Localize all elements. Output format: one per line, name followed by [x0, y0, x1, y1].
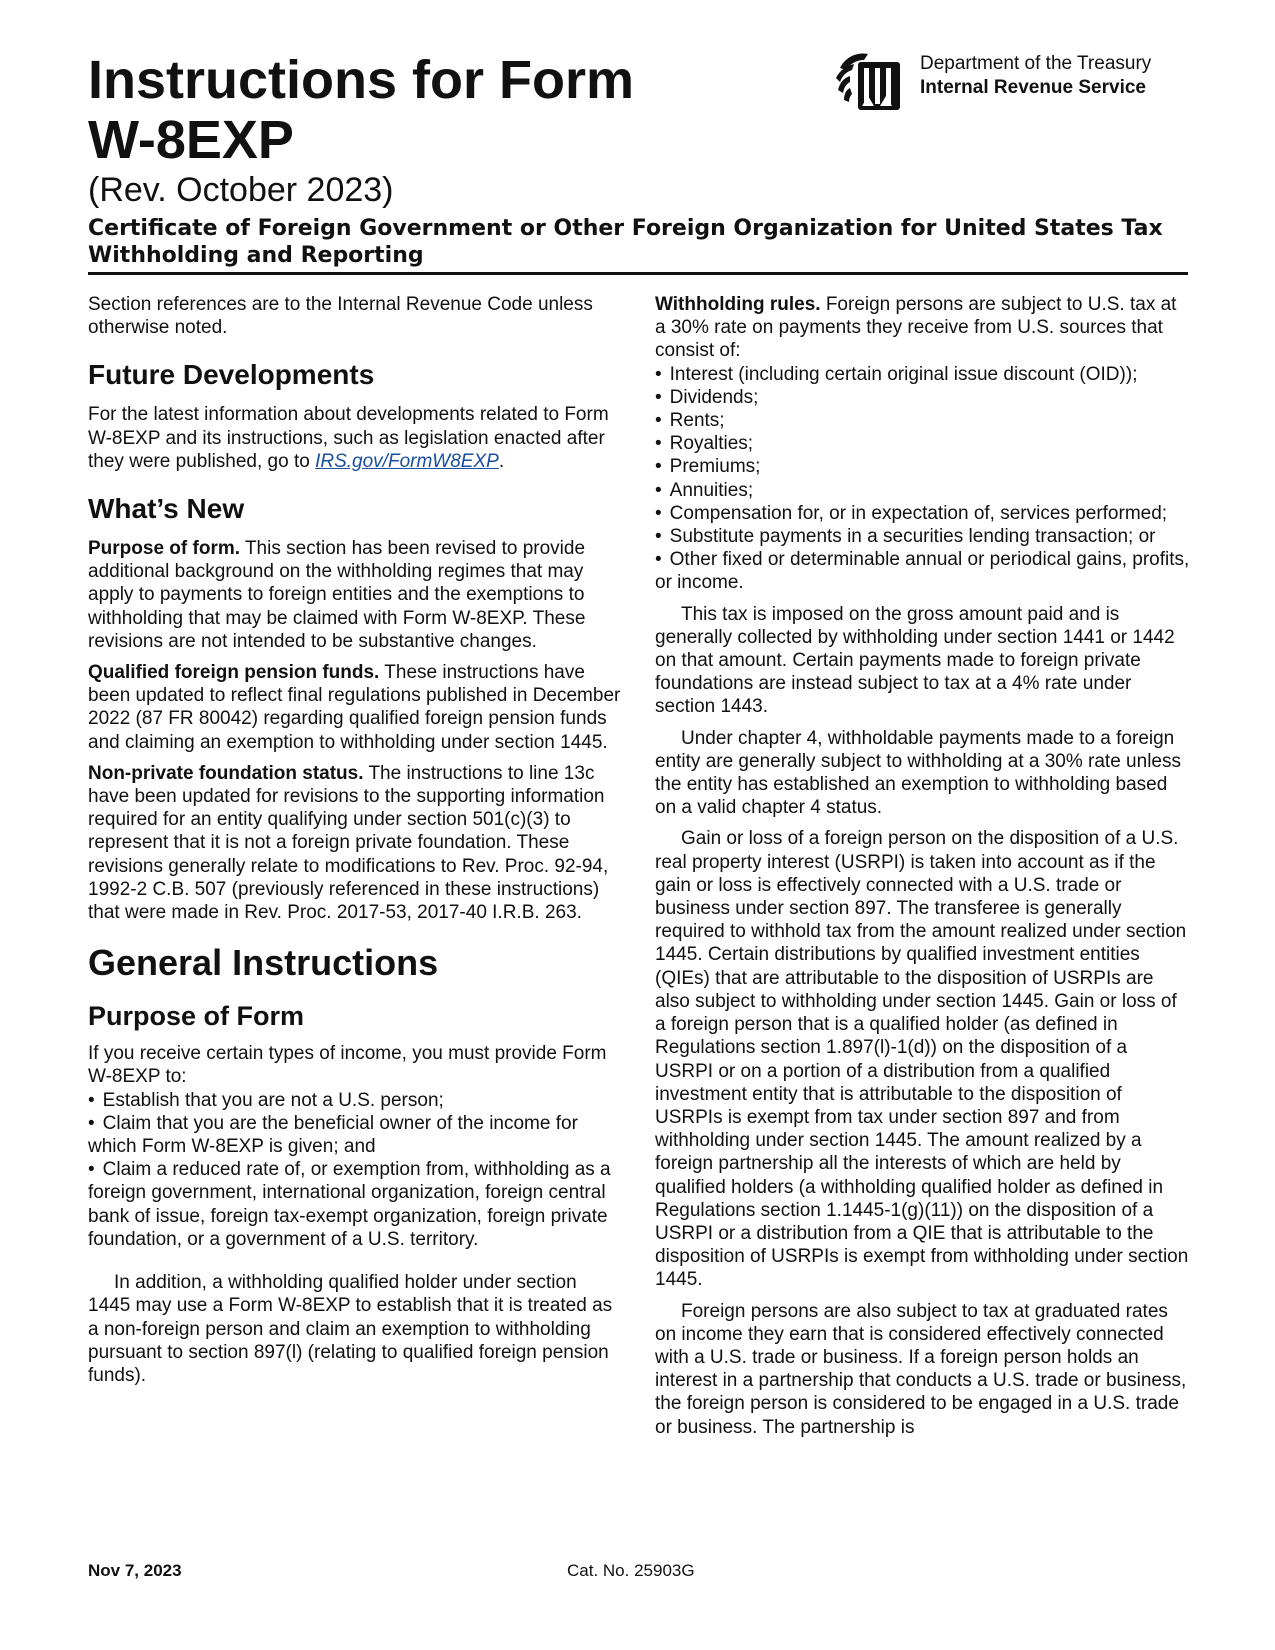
whats-new-item-text: These instructions have been updated to reflect final regulations published in December 2022 (87 FR 80042) regarding qualified foreign pension funds and claiming an exemption to withholding under section 1445. [88, 662, 621, 753]
irs-eagle-logo-icon [832, 48, 910, 114]
catalog-number: Cat. No. 25903G [567, 1561, 695, 1580]
withholding-qualified-holder-text: In addition, a withholding qualified holder under section 1445 may use a Form W-8EXP to establish that it is treated as a non-foreign person and claim an exemption to withholding pursuant to section 897(l) (relating to qualified foreign pension funds). [88, 1272, 613, 1386]
body-paragraph: Foreign persons are also subject to tax at graduated rates on income they earn that is considered effectively connected with a U.S. trade or business. If a foreign person holds an interest in a partnership that conducts a U.S. trade or business, the foreign person is considered to be engaged in a U.S. trade or business. The partnership is [655, 1300, 1187, 1438]
body-paragraph: Gain or loss of a foreign person on the disposition of a U.S. real property interest (USRPI) is taken into account as if the gain or loss is effectively connected with a U.S. trade or business under section 897. The transferee is generally required to withhold tax from the amount realized under section 1445. Certain distributions by qualified investment entities (QIEs) that are attributable to the disposition of USRPIs are also subject to withholding under section 1445. Gain or loss of a foreign person that is a qualified holder (as defined in Regulations section 1.897(l)-1(d)) on the disposition of a USRPI or on a portion of a distribution from a qualified investment entity that is attributable to the disposition of USRPIs is exempt from tax under section 897 and from withholding under section 1445. The amount realized by a foreign partnership all the interests of which are held by qualified holders (a withholding qualified holder as defined in Regulations section 1.1445-1(g)(11)) on the disposition of a USRPI or a distribution from a QIE that is attributable to the disposition of USRPIs is exempt from withholding under section 1445. [655, 828, 1189, 1291]
whats-new-item-text: The instructions to line 13c have been updated for revisions to the supporting information required for an entity qualifying under section 501(c)(3) to represent that it is not a foreign private foundation. These revisions generally relate to modifications to Rev. Proc. 92-94, 1992-2 C.B. 507 (previously referenced in these instructions) that were made in Rev. Proc. 2017-53, 2017-40 I.R.B. 263. [88, 762, 609, 924]
header-divider [88, 272, 1188, 275]
list-item: • Annuities; [655, 479, 1190, 502]
list-item: • Dividends; [655, 386, 1190, 409]
future-developments-heading: Future Developments [88, 359, 375, 391]
list-item: • Substitute payments in a securities lending transaction; or [655, 525, 1190, 548]
footer-date: Nov 7, 2023 [88, 1561, 182, 1580]
list-item: • Royalties; [655, 432, 1190, 455]
whats-new-item-text: This section has been revised to provide additional background on the withholding regimes that may apply to payments to foreign entities and the exemptions to withholding that may be claimed with Form W-8EXP. These revisions are not intended to be substantive changes. [88, 538, 586, 652]
whats-new-item-title: Non-private foundation status. [88, 762, 364, 784]
body-paragraph: This tax is imposed on the gross amount paid and is generally collected by withholding under section 1441 or 1442 on that amount. Certain payments made to foreign private foundations are instead subject to tax at a 4% rate under section 1443. [655, 603, 1175, 718]
right-column [655, 293, 1190, 1447]
title-line-2: W-8EXP [88, 110, 294, 170]
left-column [88, 293, 623, 1395]
list-item: • Claim that you are the beneficial owner of the income for which Form W-8EXP is given; and [88, 1112, 623, 1158]
whats-new-item [88, 762, 623, 924]
future-developments-body: For the latest information about developments related to Form W-8EXP and its instructions, such as legislation enacted after they were published, go to [88, 404, 609, 472]
list-item: • Compensation for, or in expectation of, services performed; [655, 502, 1190, 525]
list-item: • Rents; [655, 409, 1190, 432]
whats-new-item [88, 537, 623, 653]
purpose-bullet-list [88, 1089, 623, 1251]
whats-new-item-title: Purpose of form. [88, 538, 241, 560]
list-item: • Claim a reduced rate of, or exemption from, withholding as a foreign government, international organization, foreign central bank of issue, foreign tax-exempt organization, foreign private foundation, or a government of a U.S. territory. [88, 1158, 623, 1251]
future-developments-period: . [498, 450, 505, 472]
whats-new-item [88, 661, 623, 754]
purpose-of-form-heading: Purpose of Form [88, 1001, 305, 1032]
list-item: • Premiums; [655, 455, 1190, 478]
whats-new-item-title: Qualified foreign pension funds. [88, 662, 380, 684]
agency-name: Internal Revenue Service [920, 77, 1146, 98]
withholding-rules-title: Withholding rules. [655, 294, 821, 315]
whats-new-heading: What’s New [88, 493, 245, 525]
list-item: • Establish that you are not a U.S. person; [88, 1089, 623, 1112]
income-type-list [655, 363, 1190, 595]
general-instructions-heading: General Instructions [88, 942, 439, 984]
body-paragraph: Under chapter 4, withholdable payments made to a foreign entity are generally subject to withholding at a 30% rate unless the entity has established an exemption to withholding based on a valid chapter 4 status. [655, 727, 1181, 819]
intro-text: Section references are to the Internal Revenue Code unless otherwise noted. [88, 294, 593, 339]
withholding-rules-body: Foreign persons are subject to U.S. tax at a 30% rate on payments they receive from U.S. sources that consist of: [655, 294, 1177, 362]
future-developments-text [88, 403, 623, 473]
form-subtitle: Certificate of Foreign Government or Other Foreign Organization for United States Tax Withholding and Reporting [88, 216, 1163, 268]
title-line-1: Instructions for Form [88, 50, 635, 110]
purpose-intro: If you receive certain types of income, you must provide Form W-8EXP to: [88, 1043, 607, 1088]
irs-form-link[interactable]: IRS.gov/FormW8EXP [315, 450, 499, 472]
list-item: • Interest (including certain original issue discount (OID)); [655, 363, 1190, 386]
list-item: • Other fixed or determinable annual or periodical gains, profits, or income. [655, 548, 1190, 594]
withholding-rules-text [655, 293, 1190, 363]
revision-date: (Rev. October 2023) [88, 171, 394, 209]
department-name: Department of the Treasury [920, 53, 1152, 74]
document-title [88, 50, 634, 170]
